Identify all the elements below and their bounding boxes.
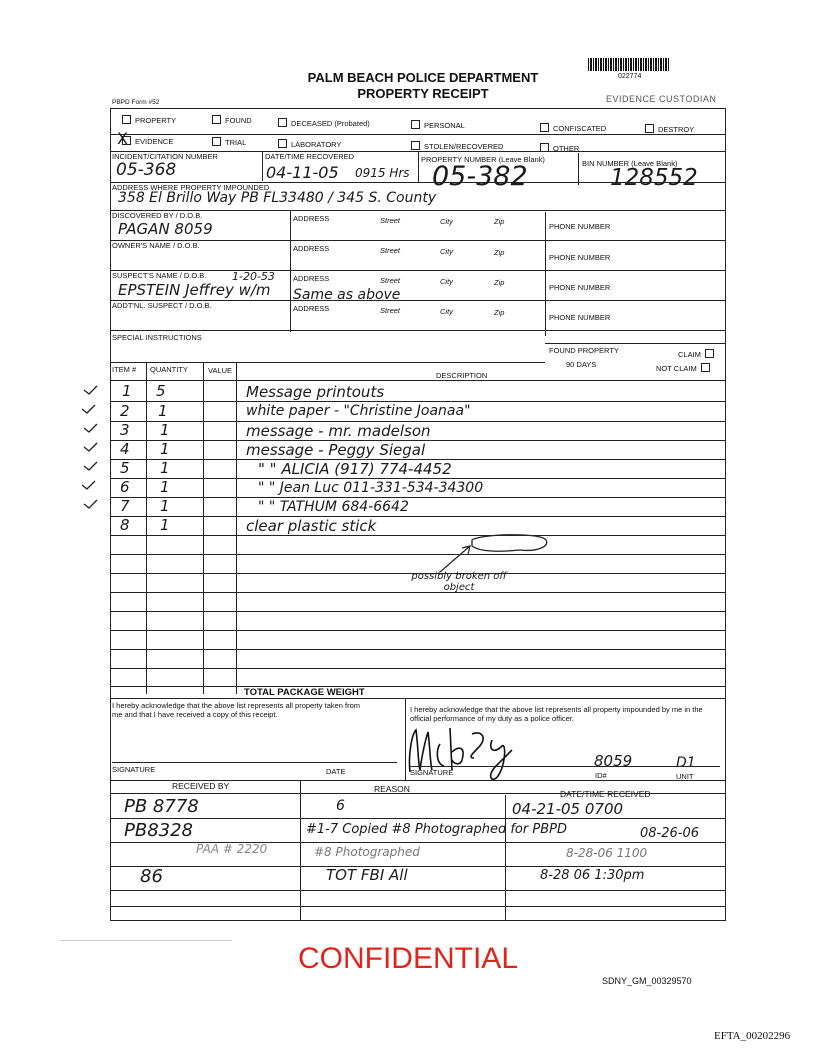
phone-label-1: PHONE NUMBER bbox=[549, 222, 611, 231]
custody-received-by: PB8328 bbox=[124, 820, 194, 841]
address-label-1: ADDRESS bbox=[293, 214, 330, 223]
cb-found: FOUND bbox=[212, 115, 252, 125]
rule bbox=[110, 401, 726, 402]
ninety-days-label: 90 DAYS bbox=[566, 360, 597, 369]
city-label-2: City bbox=[440, 247, 453, 256]
rule bbox=[110, 698, 726, 699]
item-description: " " Jean Luc 011-331-534-34300 bbox=[258, 480, 484, 496]
cb-other: OTHER bbox=[540, 143, 579, 153]
cb-confiscated: CONFISCATED bbox=[540, 123, 606, 133]
address-impounded-label: ADDRESS WHERE PROPERTY IMPOUNDED bbox=[112, 183, 270, 192]
zip-label-3: Zip bbox=[494, 278, 505, 287]
sdny-number: SDNY_GM_00329570 bbox=[602, 976, 692, 986]
incident-number: 05-368 bbox=[116, 160, 177, 180]
rule bbox=[545, 212, 546, 336]
rule bbox=[110, 134, 726, 135]
cb-evidence: EVIDENCE bbox=[122, 136, 173, 146]
phone-label-2: PHONE NUMBER bbox=[549, 253, 611, 262]
value-header: VALUE bbox=[208, 366, 233, 375]
custody-reason: #1-7 Copied #8 Photographed for PBPD bbox=[306, 822, 567, 837]
city-label-4: City bbox=[440, 307, 453, 316]
datetime-received-header: DATE/TIME RECEIVED bbox=[560, 789, 651, 799]
custody-datetime: 04-21-05 0700 bbox=[512, 800, 624, 818]
signature-label-right: SIGNATURE bbox=[410, 768, 454, 777]
rule bbox=[110, 516, 726, 517]
rule bbox=[146, 362, 147, 694]
item-quantity: 1 bbox=[160, 440, 170, 458]
cb-laboratory: LABORATORY bbox=[278, 139, 341, 149]
item-number: 8 bbox=[120, 516, 130, 534]
not-claim-label: NOT CLAIM bbox=[656, 363, 714, 373]
rule bbox=[236, 362, 237, 694]
checkmarks-margin bbox=[78, 382, 112, 522]
rule bbox=[110, 668, 726, 669]
quantity-header: QUANTITY bbox=[150, 365, 188, 374]
form-number: PBPD Form #52 bbox=[112, 99, 160, 106]
custody-reason: TOT FBI All bbox=[326, 866, 408, 884]
datetime-label: DATE/TIME RECOVERED bbox=[265, 152, 355, 161]
item-number: 2 bbox=[120, 402, 130, 420]
cb-stolen: STOLEN/RECOVERED bbox=[411, 141, 503, 151]
address-impounded: 358 El Brillo Way PB FL33480 / 345 S. County bbox=[118, 190, 437, 206]
barcode bbox=[588, 58, 670, 71]
street-label-2: Street bbox=[380, 246, 401, 255]
rule bbox=[110, 611, 726, 612]
rule bbox=[110, 818, 726, 819]
rule bbox=[110, 866, 726, 867]
department-title: PALM BEACH POLICE DEPARTMENT bbox=[307, 70, 539, 85]
evidence-custodian-stamp: EVIDENCE CUSTODIAN bbox=[606, 94, 717, 104]
address-label-3: ADDRESS bbox=[293, 274, 330, 283]
suspect-dob: 1-20-53 bbox=[232, 270, 275, 283]
item-number: 3 bbox=[120, 421, 130, 439]
address-label-4: ADDRESS bbox=[293, 304, 330, 313]
zip-label-1: Zip bbox=[494, 217, 505, 226]
custody-received-by: 86 bbox=[140, 866, 163, 887]
custody-datetime: 08-26-06 bbox=[640, 826, 700, 841]
cb-deceased: DECEASED (Probated) bbox=[278, 118, 370, 128]
item-description: " " TATHUM 684-6642 bbox=[258, 499, 409, 515]
item-description: white paper - "Christine Joanaa" bbox=[246, 403, 471, 419]
unit-label: UNIT bbox=[676, 772, 694, 781]
evidence-check-mark: X bbox=[117, 129, 128, 148]
custody-received-by: PB 8778 bbox=[124, 796, 199, 817]
item-quantity: 1 bbox=[160, 421, 170, 439]
rule bbox=[300, 780, 301, 921]
rule bbox=[110, 686, 726, 687]
item-description: Message printouts bbox=[246, 383, 385, 401]
rule bbox=[110, 330, 726, 331]
suspect-label: SUSPECT'S NAME / D.O.B. bbox=[112, 271, 207, 280]
city-label-1: City bbox=[440, 217, 453, 226]
date-label: DATE bbox=[326, 767, 346, 776]
ack-right-text: I hereby acknowledge that the above list represents all property impounded by me in the official performance of my duty as a police officer. bbox=[410, 705, 703, 723]
item-number: 6 bbox=[120, 478, 130, 496]
cb-destroy: DESTROY bbox=[645, 124, 694, 134]
receipt-title: PROPERTY RECEIPT bbox=[357, 86, 489, 101]
cb-property: PROPERTY bbox=[122, 115, 176, 125]
date-recovered: 04-11-05 bbox=[266, 163, 339, 182]
discovered-by: PAGAN 8059 bbox=[118, 220, 213, 238]
cb-trial: TRIAL bbox=[212, 137, 246, 147]
incident-label: INCIDENT/CITATION NUMBER bbox=[112, 152, 218, 161]
zip-label-2: Zip bbox=[494, 248, 505, 257]
total-weight-label: TOTAL PACKAGE WEIGHT bbox=[244, 687, 365, 698]
custody-received-by: PAA # 2220 bbox=[196, 842, 268, 856]
confidential-stamp: CONFIDENTIAL bbox=[297, 942, 519, 975]
suspect-address: Same as above bbox=[293, 287, 401, 303]
rule bbox=[110, 890, 726, 891]
rule bbox=[545, 343, 726, 344]
address-label-2: ADDRESS bbox=[293, 244, 330, 253]
item-description: clear plastic stick bbox=[246, 517, 377, 535]
bin-number-label: BIN NUMBER (Leave Blank) bbox=[582, 159, 678, 168]
rule bbox=[110, 630, 726, 631]
id-label: ID# bbox=[595, 771, 607, 780]
zip-label-4: Zip bbox=[494, 308, 505, 317]
rule bbox=[203, 362, 204, 694]
rule bbox=[505, 795, 506, 921]
rule bbox=[110, 497, 726, 498]
item-description: message - Peggy Siegal bbox=[246, 441, 426, 459]
possibly-broken-note: possibly broken off object bbox=[411, 571, 507, 593]
street-label-3: Street bbox=[380, 276, 401, 285]
city-label-3: City bbox=[440, 277, 453, 286]
cb-personal: PERSONAL bbox=[411, 120, 465, 130]
item-description: message - mr. madelson bbox=[246, 422, 431, 440]
rule bbox=[110, 906, 726, 907]
item-description: " " ALICIA (917) 774-4452 bbox=[258, 460, 452, 478]
claim-label: CLAIM bbox=[678, 349, 718, 359]
special-instructions-label: SPECIAL INSTRUCTIONS bbox=[112, 333, 202, 342]
rule bbox=[60, 940, 232, 941]
rule bbox=[410, 766, 720, 767]
street-label-4: Street bbox=[380, 306, 401, 315]
rule bbox=[110, 362, 545, 363]
signature-label-left: SIGNATURE bbox=[112, 765, 156, 774]
rule bbox=[578, 153, 579, 185]
barcode-number: 022774 bbox=[618, 73, 642, 80]
custody-datetime: 8-28-06 1100 bbox=[566, 846, 648, 860]
item-number: 7 bbox=[120, 497, 130, 515]
ack-left-text: I hereby acknowledge that the above list represents all property taken from me and that I have received a copy of this receipt. bbox=[112, 701, 361, 719]
found-property-label: FOUND PROPERTY bbox=[549, 346, 619, 355]
officer-id: 8059 bbox=[594, 752, 633, 770]
owner-label: OWNER'S NAME / D.O.B. bbox=[112, 241, 200, 250]
custody-datetime: 8-28 06 1:30pm bbox=[540, 868, 645, 883]
property-number-label: PROPERTY NUMBER (Leave Blank) bbox=[421, 155, 545, 164]
time-recovered: 0915 Hrs bbox=[355, 166, 410, 180]
custody-reason: #8 Photographed bbox=[314, 845, 420, 859]
item-quantity: 1 bbox=[160, 497, 170, 515]
rule bbox=[110, 649, 726, 650]
reason-header: REASON bbox=[374, 784, 410, 794]
property-number: 05-382 bbox=[432, 161, 528, 192]
street-label-1: Street bbox=[380, 216, 401, 225]
addl-suspect-label: ADDT'NL. SUSPECT / D.O.B. bbox=[112, 301, 212, 310]
item-header: ITEM # bbox=[112, 365, 137, 374]
description-header: DESCRIPTION bbox=[436, 371, 488, 380]
rule bbox=[110, 478, 726, 479]
received-by-header: RECEIVED BY bbox=[172, 781, 230, 791]
rule bbox=[112, 762, 397, 763]
rule bbox=[262, 151, 263, 181]
phone-label-3: PHONE NUMBER bbox=[549, 283, 611, 292]
discovered-by-label: DISCOVERED BY / D.O.B. bbox=[112, 211, 203, 220]
suspect-name: EPSTEIN Jeffrey w/m bbox=[118, 281, 271, 299]
item-quantity: 1 bbox=[158, 402, 168, 420]
custody-reason: 6 bbox=[336, 798, 345, 814]
efta-number: EFTA_00202296 bbox=[714, 1030, 791, 1042]
item-quantity: 1 bbox=[160, 516, 170, 534]
item-number: 5 bbox=[120, 459, 130, 477]
bin-number: 128552 bbox=[610, 165, 698, 191]
phone-label-4: PHONE NUMBER bbox=[549, 313, 611, 322]
rule bbox=[290, 210, 291, 332]
item-quantity: 1 bbox=[160, 459, 170, 477]
rule bbox=[110, 210, 726, 211]
rule bbox=[110, 240, 726, 241]
item-number: 4 bbox=[120, 440, 130, 458]
officer-unit: D1 bbox=[676, 755, 696, 771]
item-quantity: 1 bbox=[160, 478, 170, 496]
rule bbox=[418, 151, 419, 183]
item-quantity: 5 bbox=[156, 382, 166, 400]
rule bbox=[110, 793, 726, 794]
item-number: 1 bbox=[122, 382, 132, 400]
